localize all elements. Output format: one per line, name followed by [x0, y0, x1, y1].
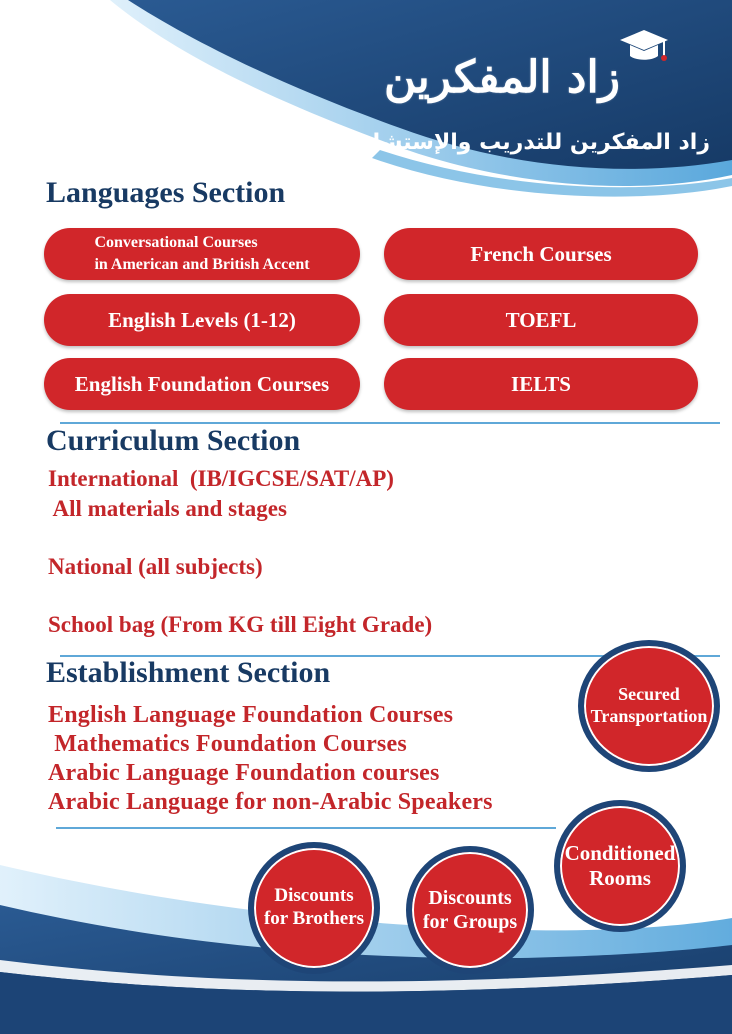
pill-line: in American and British Accent [94, 256, 310, 273]
badge-line: Transportation [590, 706, 708, 726]
pill-label: French Courses [470, 241, 612, 266]
establishment-section-title: Establishment Section [46, 656, 331, 689]
pill-label: TOEFL [505, 307, 577, 332]
french-courses-pill [384, 228, 698, 280]
logo-text: زاد المفكرين [383, 52, 620, 103]
badge-line: Rooms [589, 866, 651, 890]
discounts-brothers-badge [248, 842, 380, 974]
establishment-item: Arabic Language Foundation courses [48, 760, 440, 786]
badge-line: Discounts [428, 887, 512, 909]
establishment-item: English Language Foundation Courses [48, 702, 454, 728]
section-divider [56, 827, 556, 829]
badge-line: Secured [618, 684, 680, 705]
establishment-item: Mathematics Foundation Courses [48, 731, 407, 757]
establishment-item: Arabic Language for non-Arabic Speakers [48, 789, 493, 815]
pill-label: IELTS [511, 371, 571, 396]
brand-logo [383, 22, 680, 122]
brand-subtitle: زاد المفكرين للتدريب والإستشارات [330, 130, 710, 155]
pill-label: English Levels (1-12) [108, 307, 296, 332]
badge-line: Conditioned [564, 840, 676, 865]
curriculum-school-bag: School bag (From KG till Eight Grade) [48, 612, 433, 637]
english-levels-pill [44, 294, 360, 346]
pill-line: Conversational Courses [94, 234, 258, 251]
curriculum-section-title: Curriculum Section [46, 424, 301, 457]
pill-label: English Foundation Courses [74, 371, 330, 396]
discounts-groups-badge [406, 846, 534, 974]
conversational-courses-pill [44, 228, 360, 280]
badge-line: for Brothers [263, 908, 365, 929]
badge-line: Discounts [274, 885, 354, 907]
ielts-pill [384, 358, 698, 410]
secured-transportation-badge [578, 640, 720, 772]
badge-line: for Groups [422, 911, 518, 933]
languages-section-title: Languages Section [46, 176, 286, 209]
toefl-pill [384, 294, 698, 346]
conditioned-rooms-badge [554, 800, 686, 932]
graduation-cap-icon [614, 22, 674, 82]
curriculum-national: National (all subjects) [48, 554, 263, 579]
curriculum-international: International (IB/IGCSE/SAT/AP) [48, 466, 394, 491]
curriculum-international-detail: All materials and stages [48, 496, 287, 521]
english-foundation-pill [44, 358, 360, 410]
